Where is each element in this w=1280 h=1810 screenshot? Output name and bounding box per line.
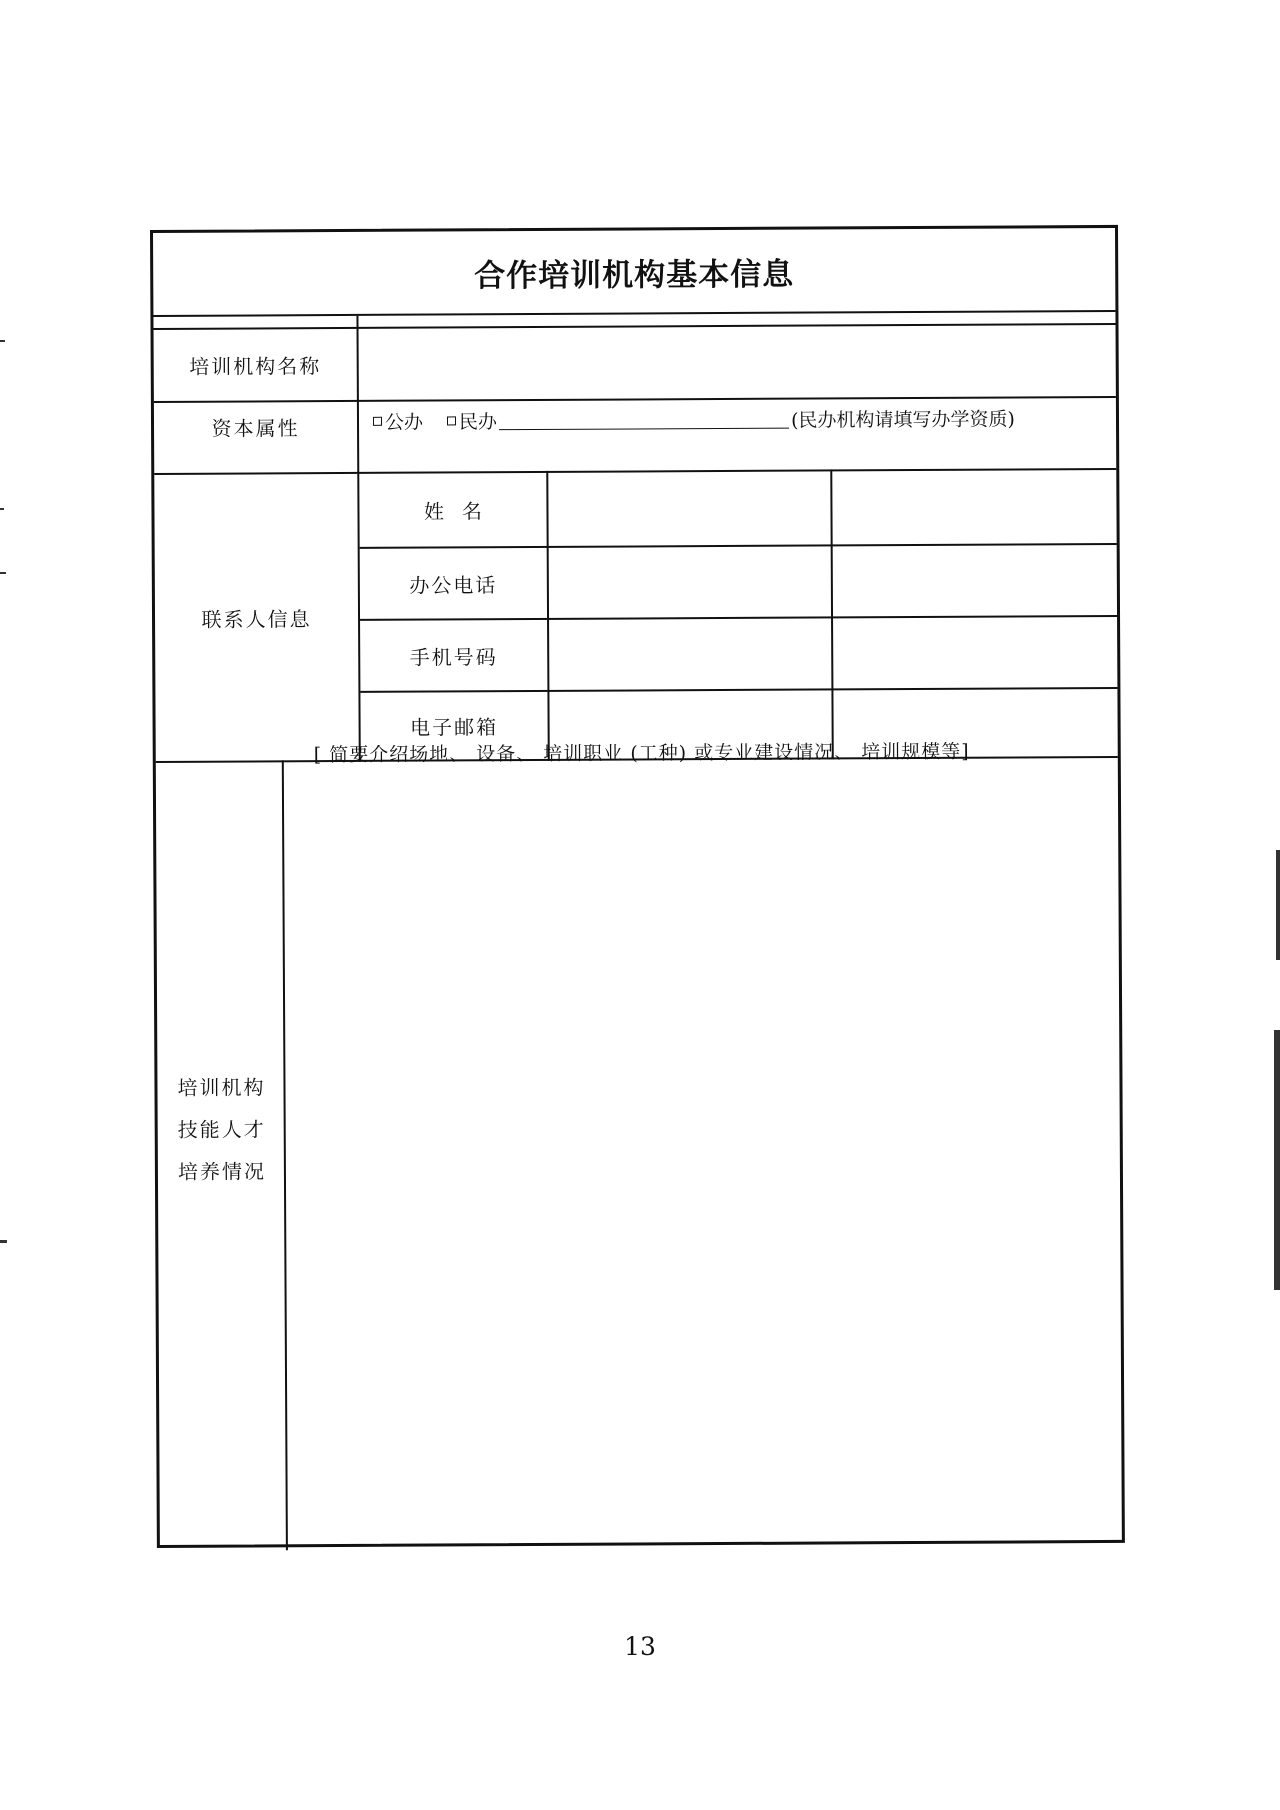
mobile-field-1[interactable] <box>549 618 831 689</box>
training-label-line: 技能人才 <box>177 1117 266 1142</box>
contact-label: 联系人信息 <box>201 606 312 632</box>
info-form-table <box>150 225 1125 1548</box>
training-label <box>156 714 288 1545</box>
capital-note: (民办机构请填写办学资质) <box>790 408 1015 432</box>
scan-mark <box>1276 850 1280 960</box>
office-phone-field-2[interactable] <box>833 545 1117 616</box>
contact-name-field-1[interactable] <box>548 471 830 545</box>
contact-name-field-2[interactable] <box>832 470 1116 544</box>
contact-name-label: 姓名 <box>423 499 501 524</box>
org-name-field[interactable] <box>359 324 1116 400</box>
training-label-line: 培养情况 <box>177 1159 266 1184</box>
scan-mark <box>0 508 4 510</box>
office-phone-label: 办公电话 <box>409 572 498 598</box>
org-name-label: 培训机构名称 <box>189 353 322 379</box>
scan-mark <box>0 340 5 342</box>
page-number: 13 <box>624 1632 656 1661</box>
capital-options <box>359 404 1116 435</box>
office-phone-field-1[interactable] <box>549 546 831 617</box>
training-details-field[interactable] <box>284 788 1122 1542</box>
private-checkbox[interactable] <box>447 416 456 425</box>
capital-label: 资本属性 <box>211 415 300 441</box>
email-label: 电子邮箱 <box>410 715 499 740</box>
scan-mark <box>0 572 6 574</box>
public-checkbox[interactable] <box>373 417 382 426</box>
public-option-label: 公办 <box>384 411 424 434</box>
mobile-label: 手机号码 <box>409 644 498 670</box>
scan-mark <box>1274 1030 1280 1290</box>
training-label-line: 培训机构 <box>177 1075 266 1100</box>
private-option-label: 民办 <box>458 411 498 434</box>
form-title: 合作培训机构基本信息 <box>153 228 1115 317</box>
training-hint: [ 简要介绍场地、 设备、 培训职业 (工种) 或专业建设情况、 培训规模等] <box>313 740 970 767</box>
qualification-fill-line[interactable] <box>499 410 789 431</box>
mobile-field-2[interactable] <box>833 617 1117 688</box>
scan-mark <box>0 1240 7 1243</box>
